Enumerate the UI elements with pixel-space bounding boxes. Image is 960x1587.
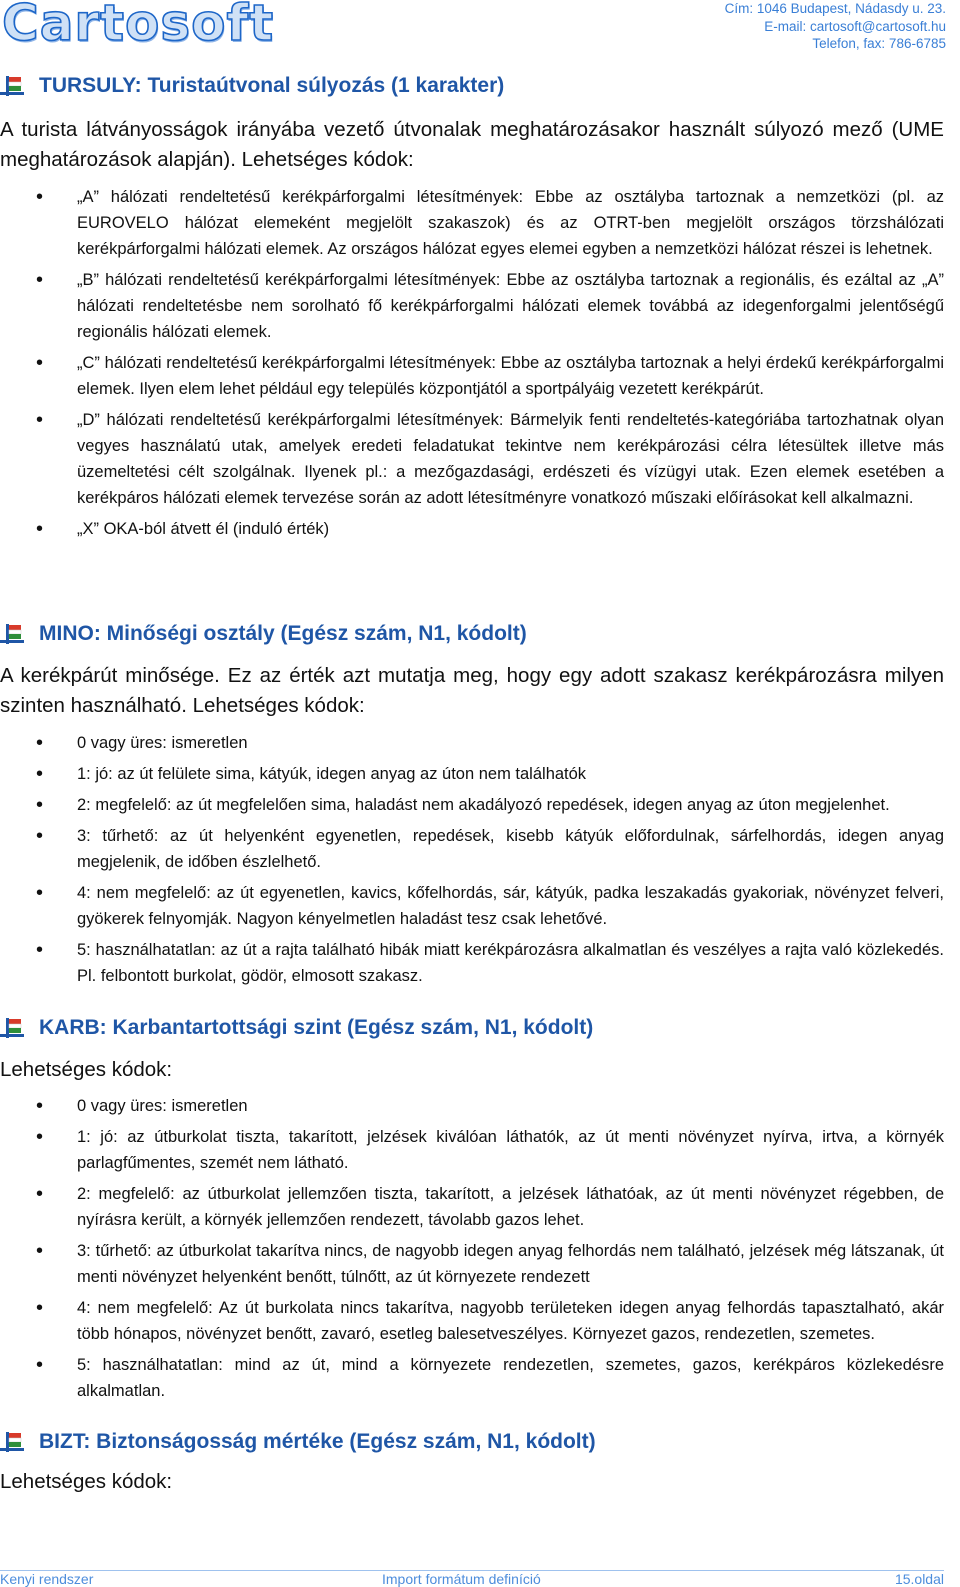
section-heading-bizt [0, 1430, 596, 1454]
section-intro: A turista látványosságok irányába vezető útvonalak meghatározásakor használt súlyozó mező (UME meghatározások alapján). Lehetséges kódok: [0, 118, 944, 171]
email-text: E-mail: cartosoft@cartosoft.hu [764, 18, 946, 34]
list-item: • 2: megfelelő: az útburkolat jellemzően tiszta, takarított, a jelzések láthatóak, az út menti növényzet régebben, de nyírásra került, a környék jellemzően rendezett, távolabb gazos lehet. [0, 1181, 944, 1233]
list-item: • 1: jó: az út felülete sima, kátyúk, idegen anyag az úton nem találhatók [0, 761, 944, 787]
phone-text: Telefon, fax: 786-6785 [812, 36, 946, 51]
address-text: Cím: 1046 Budapest, Nádasdy u. 23. [724, 1, 946, 16]
list-item: • 4: nem megfelelő: Az út burkolata nincs takarítva, nagyobb területeken idegen anyag felhordás tapasztalható, akár több hónapos, növényzet benőtt, zavaró, esetleg balesetveszélyes. Környezet gazos, rendezetlen, szemetes. [0, 1295, 944, 1347]
section-title: MINO: Minőségi osztály (Egész szám, N1, kódolt) [39, 622, 527, 645]
code-list [0, 184, 944, 547]
section-heading-karb [0, 1016, 593, 1040]
list-item: • „X” OKA-ból átvett él (induló érték) [0, 516, 944, 542]
list-item: • 5: használhatatlan: az út a rajta található hibák miatt kerékpározásra alkalmatlan és veszélyes a rajta való közlekedés. Pl. felbontott burkolat, gödör, elmosott szakasz. [0, 937, 944, 989]
contact-block [725, 0, 946, 53]
section-title: BIZT: Biztonságosság mértéke (Egész szám, N1, kódolt) [39, 1430, 596, 1453]
bullet-flag-icon [0, 1018, 24, 1038]
list-item: • 5: használhatatlan: mind az út, mind a környezete rendezetlen, szemetes, gazos, kerékpáros közlekedésre alkalmatlan. [0, 1352, 944, 1404]
section-title: TURSULY: Turistaútvonal súlyozás (1 karakter) [39, 74, 505, 97]
section-heading-mino [0, 622, 527, 646]
list-item: • 3: tűrhető: az útburkolat takarítva nincs, de nagyobb idegen anyag felhordás nem található, jelzések még látszanak, út menti növényzet helyenként benőtt, túlnőtt, az út környezete rendezett [0, 1238, 944, 1290]
bullet-flag-icon [0, 624, 24, 644]
section-intro: Lehetséges kódok: [0, 1470, 173, 1493]
list-item: • „C” hálózati rendeltetésű kerékpárforgalmi létesítmények: Ebbe az osztályba tartoznak a helyi érdekű kerékpárforgalmi elemek. Ilyen elem lehet például egy település központjától a sportpályáig vezetett kerékpárút. [0, 350, 944, 402]
footer-page-number: 15.oldal [894, 1571, 944, 1587]
footer-document-title: Import formátum definíció [382, 1571, 541, 1587]
list-item: • 1: jó: az útburkolat tiszta, takarított, jelzések kiválóan láthatók, az út menti növényzet nyírva, irtva, a környék parlagfűmentes, szemét nem látható. [0, 1124, 944, 1176]
footer-system-name: Kenyi rendszer [0, 1571, 94, 1587]
bullet-flag-icon [0, 76, 24, 96]
list-item: • 0 vagy üres: ismeretlen [0, 730, 944, 756]
cartosoft-logo: Cartosoft [2, 0, 275, 52]
list-item: • 3: tűrhető: az út helyenként egyenetlen, repedések, kisebb kátyúk előfordulnak, sárfelhordás, idegen anyag megjelenik, de időben észlelhető. [0, 823, 944, 875]
list-item: • 2: megfelelő: az út megfelelően sima, haladást nem akadályozó repedések, idegen anyag az úton megjelenhet. [0, 792, 944, 818]
bullet-flag-icon [0, 1432, 24, 1452]
section-intro: Lehetséges kódok: [0, 1058, 173, 1081]
page-footer [0, 1570, 944, 1586]
list-item: • „B” hálózati rendeltetésű kerékpárforgalmi létesítmények: Ebbe az osztályba tartoznak a regionális, és ezáltal az „A” hálózati rendeltetésbe nem sorolható fő kerékpárforgalmi hálózati elemek továbbá az idegenforgalmi jelentőségű regionális hálózati elemek. [0, 267, 944, 345]
section-title: KARB: Karbantartottsági szint (Egész szám, N1, kódolt) [39, 1016, 594, 1039]
section-heading-tursuly [0, 74, 504, 98]
list-item: • „A” hálózati rendeltetésű kerékpárforgalmi létesítmények: Ebbe az osztályba tartoznak a nemzetközi (pl. az EUROVELO hálózat elemeként megjelölt szakaszok) és az OTRT-ben megjelölt országos törzshálózati kerékpárforgalmi hálózati elemek. Az országos hálózat egyes elemei egyben a nemzetközi hálózat részei is lehetnek. [0, 184, 944, 262]
code-list [0, 1093, 944, 1409]
code-list [0, 730, 944, 994]
list-item: • 0 vagy üres: ismeretlen [0, 1093, 944, 1119]
section-intro: A kerékpárút minősége. Ez az érték azt mutatja meg, hogy egy adott szakasz kerékpározásra milyen szinten használható. Lehetséges kódok: [0, 664, 944, 717]
list-item: • „D” hálózati rendeltetésű kerékpárforgalmi létesítmények: Bármelyik fenti rendeltetés-kategóriába tartozhatnak olyan vegyes használatú utak, amelyek eredeti feladatukat tekintve nem kerékpározási célra létesültek illetve más üzemeltetési célt szolgálnak. Ilyenek pl.: a mezőgazdasági, erdészeti és vízügyi utak. Ezen elemek esetében a kerékpáros hálózati elemek tervezése során az adott létesítményre vonatkozó műszaki előírásokat kell alkalmazni. [0, 407, 944, 511]
list-item: • 4: nem megfelelő: az út egyenetlen, kavics, kőfelhordás, sár, kátyúk, padka leszakadás gyakoriak, növényzet felveri, gyökerek felnyomják. Nagyon kényelmetlen haladást tesz csak lehetővé. [0, 880, 944, 932]
